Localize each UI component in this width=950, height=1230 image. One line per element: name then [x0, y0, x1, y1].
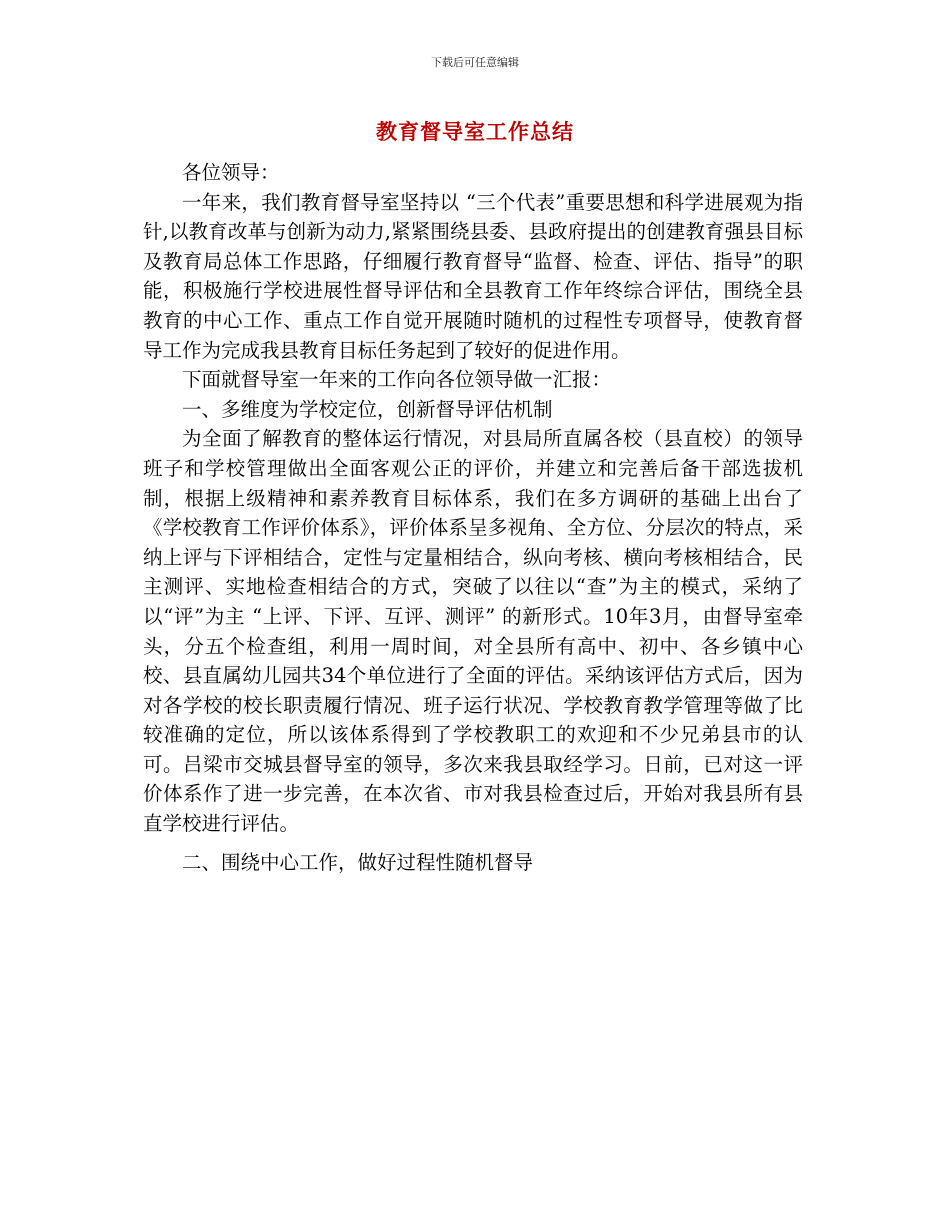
- document-title: 教育督导室工作总结: [376, 119, 574, 144]
- header-note: 下载后可任意编辑: [431, 56, 519, 69]
- paragraph-section-1: 为全面了解教育的整体运行情况，对县局所直属各校（县直校）的领导班子和学校管理做出全面客观公正的评价，并建立和完善后备干部选拔机制，根据上级精神和素养教育目标体系，我们在多方调研的基础上出台了《学校教育工作评价体系》，评价体系呈多视角、全方位、分层次的特点，采纳上评与下评相结合，定性与定量相结合，纵向考核、横向考核相结合，民主测评、实地检查相结合的方式，突破了以往以“查”为主的模式，采纳了以“评”为主 “上评、下评、互评、测评” 的新形式。10年3月，由督导室牵头，分五个检查组，利用一周时间，对全县所有高中、初中、各乡镇中心校、县直属幼儿园共34个单位进行了全面的评估。采纳该评估方式后，因为对各学校的校长职责履行情况、班子运行状况、学校教育教学管理等做了比较准确的定位，所以该体系得到了学校教职工的欢迎和不少兄弟县市的认可。吕梁市交城县督导室的领导，多次来我县取经学习。日前，已对这一评价体系作了进一步完善，在本次省、市对我县检查过后，开始对我县所有县直学校进行评估。: [143, 427, 803, 836]
- paragraph-transition: 下面就督导室一年来的工作向各位领导做一汇报：: [182, 368, 612, 392]
- section-heading-1: 一、多维度为学校定位，创新督导评估机制: [182, 397, 553, 421]
- document-body: [143, 158, 803, 877]
- section-heading-2: 二、围绕中心工作，做好过程性随机督导: [182, 850, 534, 874]
- salutation: 各位领导：: [182, 161, 280, 184]
- paragraph-intro: 一年来，我们教育督导室坚持以 “三个代表”重要思想和科学进展观为指针,以教育改革与创新为动力,紧紧围绕县委、县政府提出的创建教育强县目标及教育局总体工作思路，仔细履行教育督导“监督、检查、评估、指导”的职能，积极施行学校进展性督导评估和全县教育工作年终综合评估，围绕全县教育的中心工作、重点工作自觉开展随时随机的过程性专项督导，使教育督导工作为完成我县教育目标任务起到了较好的促进作用。: [143, 190, 803, 362]
